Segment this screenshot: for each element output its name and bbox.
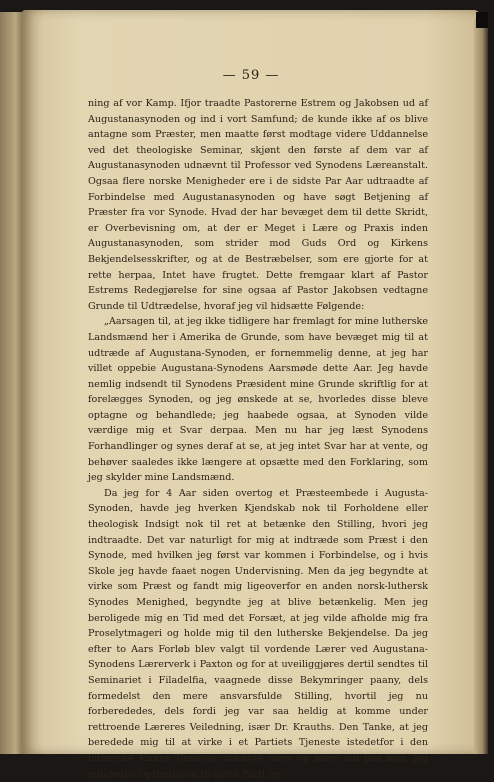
body-text [88, 96, 428, 782]
book-page [22, 10, 480, 780]
paragraph-1: ning af vor Kamp. Ifjor traadte Pastorerne Estrem og Jakobsen ud af Augustanasynoden og ind i vort Samfund; de kunde ikke af os blive antagne som Præster, men maatte først modtage videre Uddannelse ved det theologiske Seminar, skjønt den første af dem var af Augustanasynoden udnævnt til Professor ved Synodens Læreanstalt. Ogsaa flere norske Menigheder ere i de sidste Par Aar udtraadte af Forbindelse med Augustanasynoden og have søgt Betjening af Præster fra vor Synode. Hvad der har bevæget dem til dette Skridt, er Overbevisning om, at der er Meget i Lære og Praxis inden Augustanasynoden, som strider mod Guds Ord og Kirkens Bekjendelsesskrifter, og at de Bestræbelser, som ere gjorte for at rette herpaa, Intet have frugtet. Dette fremgaar klart af Pastor Estrems Redegjørelse for sine ogsaa af Pastor Jakobsen vedtagne Grunde til Udtrædelse, hvoraf jeg vil hidsætte Følgende: [88, 98, 428, 312]
binding-clip [476, 12, 488, 28]
page-number: — 59 — [222, 68, 280, 83]
paragraph-3: Da jeg for 4 Aar siden overtog et Præsteembede i Augusta-Synoden, havde jeg hverken Kjendskab nok til Forholdene eller theologisk Indsigt nok til ret at betænke den Stilling, hvori jeg indtraadte. Det var naturligt for mig at indtræde som Præst i den Synode, med hvilken jeg først var kommen i Forbindelse, og i hvis Skole jeg havde faaet nogen Undervisning. Men da jeg begyndte at virke som Præst og fandt mig ligeoverfor en anden norsk-luthersk Synodes Menighed, begyndte jeg at blive betænkelig. Men jeg beroligede mig en Tid med det Forsæt, at jeg vilde afholde mig fra Proselytmageri og holde mig til den lutherske Bekjendelse. Da jeg efter to Aars Forløb blev valgt til vordende Lærer ved Augustana-Synodens Lærerverk i Paxton og for at uveiliggjøres dertil sendtes til Seminariet i Filadelfia, vaagnede disse Bekymringer paany, dels formedelst den mere ansvarsfulde Stilling, hvortil jeg nu forberededes, dels fordi jeg var saa heldig at komme under rettroende Læreres Veiledning, især Dr. Krauths. Den Tanke, at jeg beredede mig til at virke i et Partiets Tjeneste istedetfor i den lutherske Kirkes Tjeneste, trængte mere og mere ind paa mig. Jeg mindedes Oprindelsen til dette Parti og [88, 487, 428, 780]
page-stack-edge [474, 18, 488, 754]
paragraph-2: „Aarsagen til, at jeg ikke tidligere har fremlagt for mine lutherske Landsmænd her i Amerika de Grunde, som have bevæget mig til at udtræde af Augustana-Synoden, er fornemmelig denne, at jeg har villet oppebie Augustana-Synodens Aarsmøde dette Aar. Jeg havde nemlig indsendt til Synodens Præsident mine Grunde skriftlig for at forelægges Synoden, og jeg ønskede at se, hvorledes disse bleve optagne og behandlede; jeg haabede ogsaa, at Synoden vilde værdige mig et Svar derpaa. Men nu har jeg læst Synodens Forhandlinger og synes deraf at se, at jeg intet Svar har at vente, og behøver saaledes ikke længere at opsætte med den Forklaring, som jeg skylder mine Landsmænd. [88, 316, 428, 484]
